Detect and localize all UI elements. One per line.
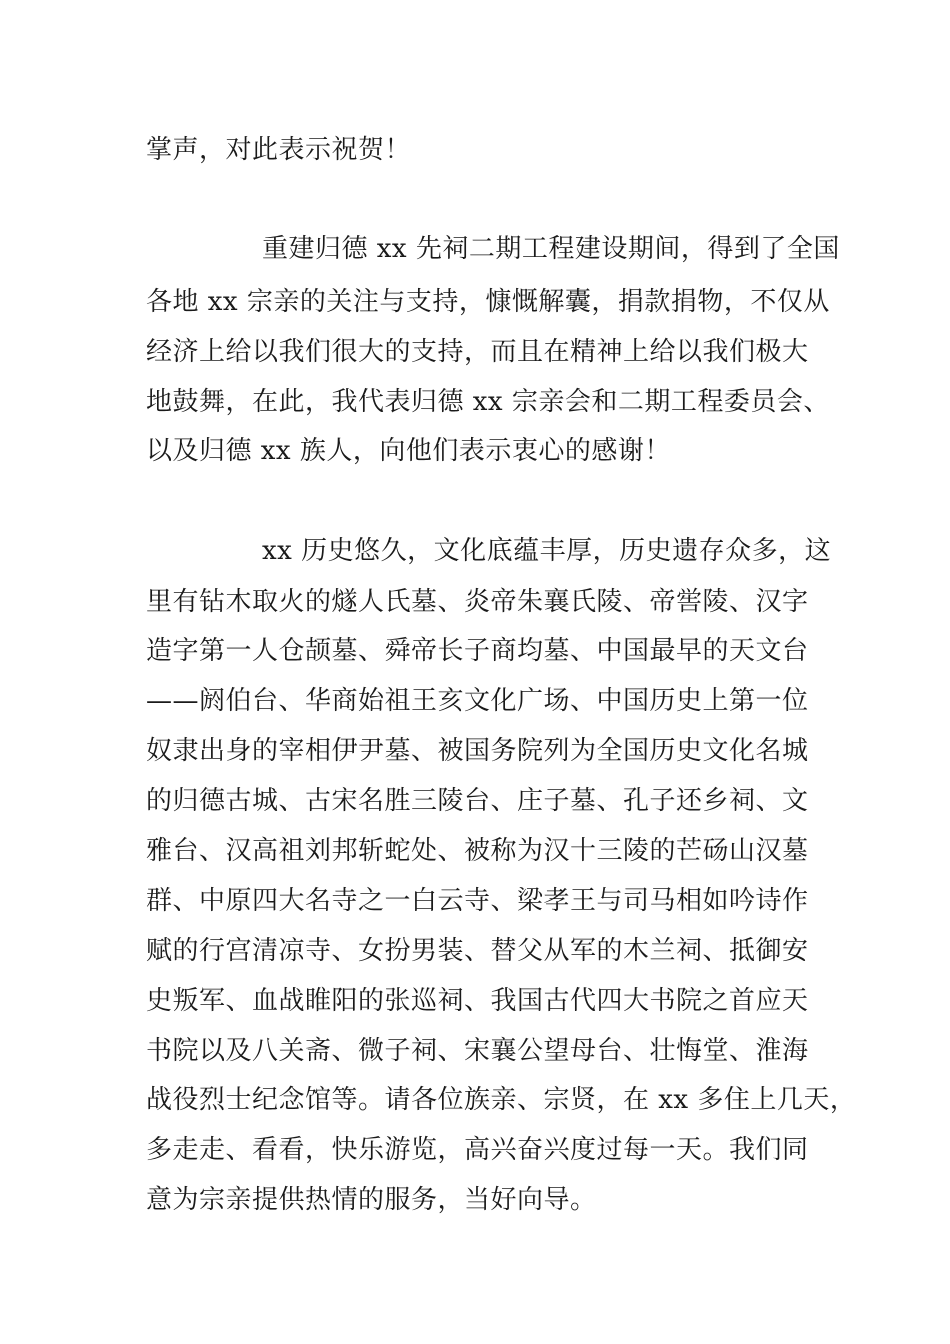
- paragraph-2-line-1: 重建归德 xx 先祠二期工程建设期间，得到了全国: [262, 234, 840, 264]
- paragraph-2-line-5: 以及归德 xx 族人，向他们表示衷心的感谢！: [146, 436, 671, 466]
- paragraph-2-line-4: 地鼓舞，在此，我代表归德 xx 宗亲会和二期工程委员会、: [146, 387, 830, 417]
- paragraph-3-line-12: 战役烈士纪念馆等。请各位族亲、宗贤，在 xx 多住上几天，: [146, 1085, 857, 1115]
- paragraph-2-line-3: 经济上给以我们很大的支持，而且在精神上给以我们极大: [146, 337, 809, 367]
- paragraph-3-line-3: 造字第一人仓颉墓、舜帝长子商均墓、中国最早的天文台: [146, 636, 809, 666]
- paragraph-3-line-4: ——阏伯台、华商始祖王亥文化广场、中国历史上第一位: [146, 686, 809, 716]
- paragraph-1-line-1: 掌声，对此表示祝贺！: [146, 135, 412, 165]
- paragraph-3-line-6: 的归德古城、古宋名胜三陵台、庄子墓、孔子还乡祠、文: [146, 786, 809, 816]
- paragraph-3-line-11: 书院以及八关斋、微子祠、宋襄公望母台、壮悔堂、淮海: [146, 1036, 809, 1066]
- paragraph-3-line-8: 群、中原四大名寺之一白云寺、梁孝王与司马相如吟诗作: [146, 886, 809, 916]
- paragraph-3-line-9: 赋的行宫清凉寺、女扮男装、替父从军的木兰祠、抵御安: [146, 936, 809, 966]
- paragraph-2-line-2: 各地 xx 宗亲的关注与支持，慷慨解囊，捐款捐物，不仅从: [146, 287, 830, 317]
- paragraph-3-line-2: 里有钻木取火的燧人氏墓、炎帝朱襄氏陵、帝喾陵、汉字: [146, 587, 809, 617]
- paragraph-3-line-14: 意为宗亲提供热情的服务，当好向导。: [146, 1185, 597, 1215]
- paragraph-3-line-10: 史叛军、血战睢阳的张巡祠、我国古代四大书院之首应天: [146, 986, 809, 1016]
- paragraph-3-line-1: xx 历史悠久，文化底蕴丰厚，历史遗存众多，这: [262, 536, 832, 566]
- paragraph-3-line-7: 雅台、汉高祖刘邦斩蛇处、被称为汉十三陵的芒砀山汉墓: [146, 836, 809, 866]
- paragraph-3-line-13: 多走走、看看，快乐游览，高兴奋兴度过每一天。我们同: [146, 1135, 809, 1165]
- paragraph-3-line-5: 奴隶出身的宰相伊尹墓、被国务院列为全国历史文化名城: [146, 736, 809, 766]
